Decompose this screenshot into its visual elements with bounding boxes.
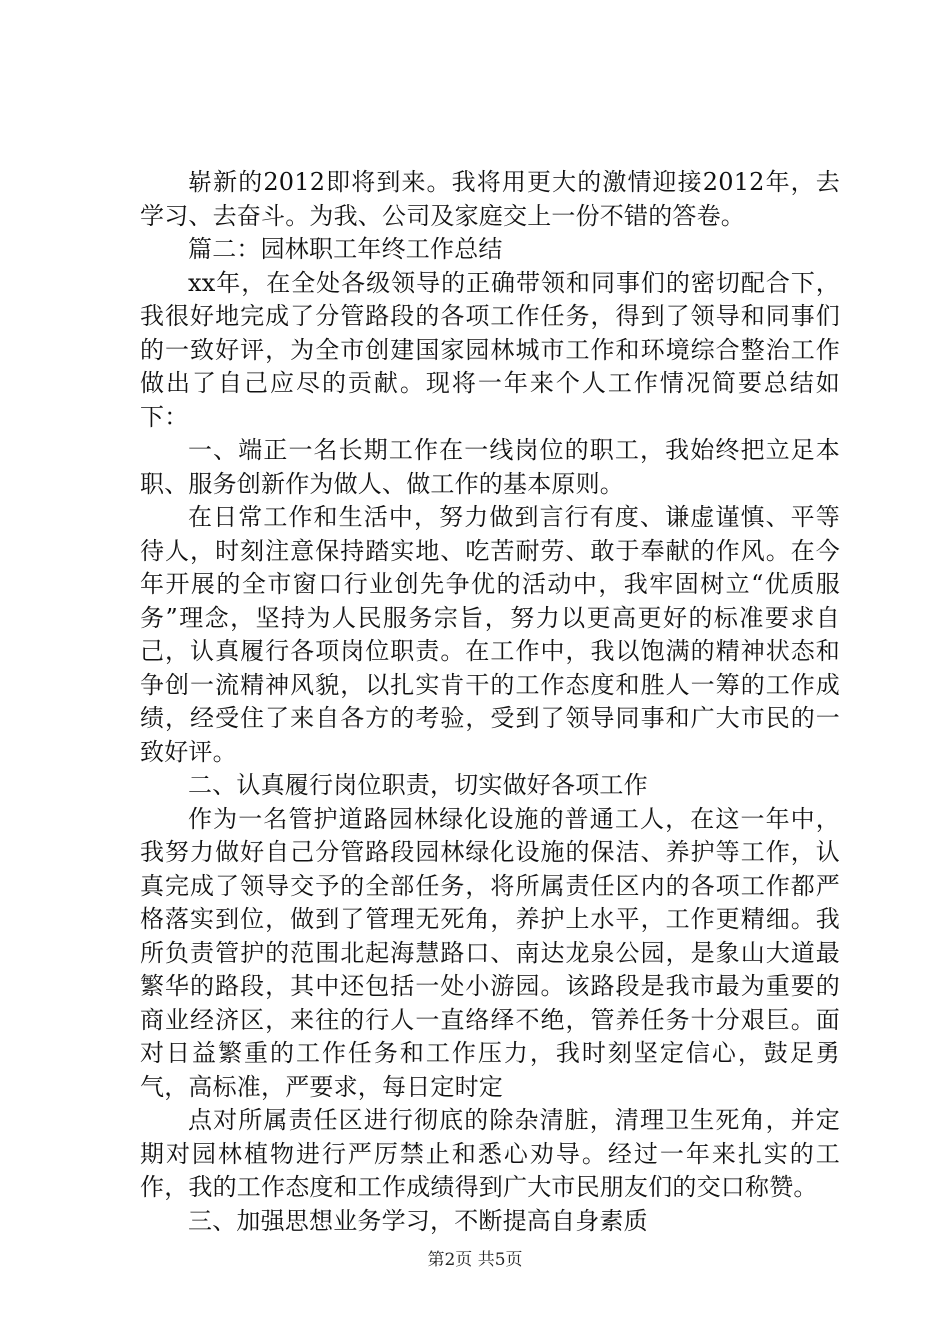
paragraph-cleaning: 点对所属责任区进行彻底的除杂清脏，清理卫生死角，并定期对园林植物进行严厉禁止和悉心劝导。经过一年来扎实的工作，我的工作态度和工作成绩得到广大市民朋友们的交口称赞。 [140, 1106, 840, 1201]
page-number-footer: 第2页 共5页 [427, 1250, 523, 1270]
paragraph-closing: 崭新的2012即将到来。我将用更大的激情迎接2012年，去学习、去奋斗。为我、公司及家庭交上一份不错的答卷。 [140, 168, 840, 230]
section-heading-one: 一、端正一名长期工作在一线岗位的职工，我始终把立足本职、服务创新作为做人、做工作的基本原则。 [140, 436, 840, 498]
section-heading-three: 三、加强思想业务学习，不断提高自身素质 [188, 1206, 648, 1235]
document-body [140, 166, 840, 1238]
section-heading-part-two: 篇二：园林职工年终工作总结 [188, 235, 503, 263]
paragraph-duties: 作为一名管护道路园林绿化设施的普通工人，在这一年中，我努力做好自己分管路段园林绿化设施的保洁、养护等工作，认真完成了领导交予的全部任务，将所属责任区内的各项工作都严格落实到位，做到了管理无死角，养护上水平，工作更精细。我所负责管护的范围北起海慧路口、南达龙泉公园，是象山大道最繁华的路段，其中还包括一处小游园。该路段是我市最为重要的商业经济区，来往的行人一直络绎不绝，管养任务十分艰巨。面对日益繁重的工作任务和工作压力，我时刻坚定信心，鼓足勇气，高标准，严要求，每日定时定 [140, 804, 840, 1101]
paragraph-intro: xx年，在全处各级领导的正确带领和同事们的密切配合下，我很好地完成了分管路段的各项工作任务，得到了领导和同事们的一致好评，为全市创建国家园林城市工作和环境综合整治工作做出了自己应尽的贡献。现将一年来个人工作情况简要总结如下： [140, 268, 840, 431]
paragraph-daily-work: 在日常工作和生活中，努力做到言行有度、谦虚谨慎、平等待人，时刻注意保持踏实地、吃苦耐劳、敢于奉献的作风。在今年开展的全市窗口行业创先争优的活动中，我牢固树立“优质服务”理念，坚持为人民服务宗旨，努力以更高更好的标准要求自己，认真履行各项岗位职责。在工作中，我以饱满的精神状态和争创一流精神风貌，以扎实肯干的工作态度和胜人一筹的工作成绩，经受住了来自各方的考验，受到了领导同事和广大市民的一致好评。 [140, 503, 840, 766]
section-heading-two: 二、认真履行岗位职责，切实做好各项工作 [188, 771, 648, 799]
